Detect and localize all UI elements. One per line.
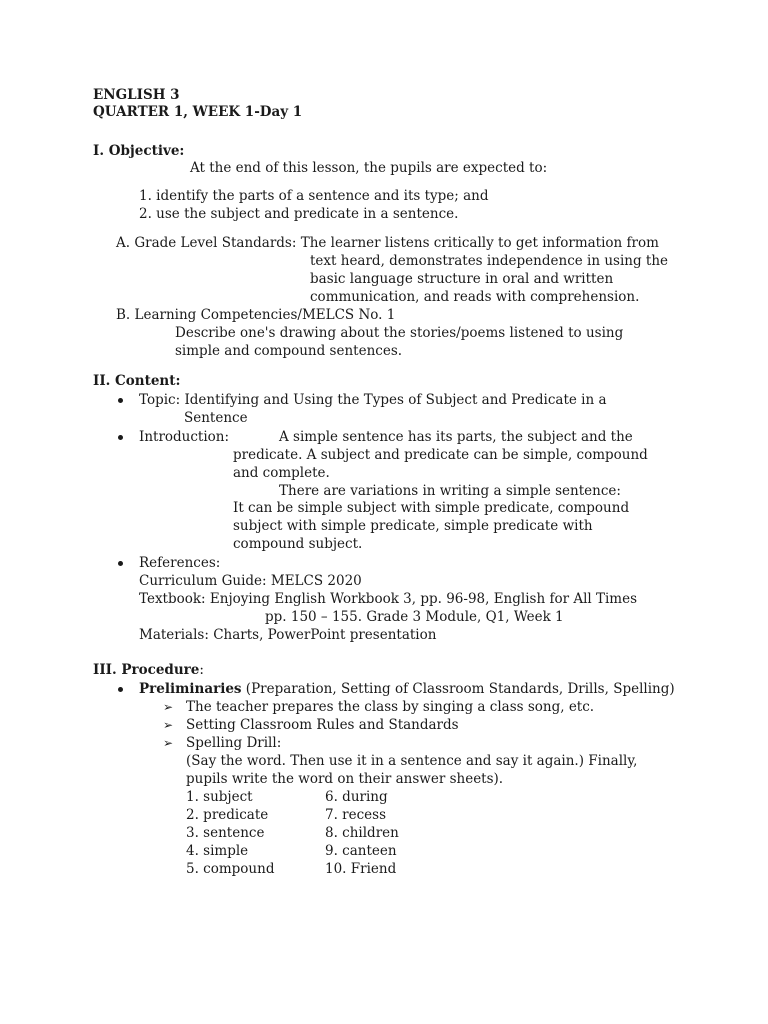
spelling-word: 8. children <box>325 825 399 841</box>
spelling-word: 2. predicate <box>186 807 269 823</box>
bullet-icon <box>118 398 123 403</box>
grade-level-standards-line-2: text heard, demonstrates independence in using the <box>310 253 669 269</box>
references-label: References: <box>139 555 221 571</box>
introduction-line-3: and complete. <box>233 465 330 481</box>
spelling-word: 6. during <box>325 789 388 805</box>
learning-competencies-line-1: B. Learning Competencies/MELCS No. 1 <box>116 307 396 323</box>
references-materials: Materials: Charts, PowerPoint presentation <box>139 627 437 643</box>
spelling-instructions-line-2: pupils write the word on their answer sheets). <box>186 771 504 787</box>
arrow-bullet-icon: ➢ <box>163 736 174 750</box>
objective-item-1: 1. identify the parts of a sentence and its type; and <box>139 188 489 204</box>
spelling-word: 1. subject <box>186 789 253 805</box>
references-curriculum-guide: Curriculum Guide: MELCS 2020 <box>139 573 362 589</box>
procedure-step-1: The teacher prepares the class by singing a class song, etc. <box>186 699 595 715</box>
bullet-icon <box>118 435 123 440</box>
procedure-step-2: Setting Classroom Rules and Standards <box>186 717 459 733</box>
introduction-line-1: A simple sentence has its parts, the subject and the <box>279 429 633 445</box>
introduction-line-4: There are variations in writing a simple sentence: <box>279 483 621 499</box>
spelling-word: 7. recess <box>325 807 387 823</box>
procedure-heading <box>93 661 204 679</box>
introduction-line-2: predicate. A subject and predicate can be simple, compound <box>233 447 648 463</box>
spelling-word: 3. sentence <box>186 825 265 841</box>
introduction-line-5: It can be simple subject with simple predicate, compound <box>233 500 630 516</box>
references-pages: pp. 150 – 155. Grade 3 Module, Q1, Week 1 <box>265 609 564 625</box>
arrow-bullet-icon: ➢ <box>163 700 174 714</box>
objective-heading: I. Objective: <box>93 143 185 159</box>
spelling-word: 4. simple <box>186 843 249 859</box>
procedure-heading-colon: : <box>199 662 204 678</box>
introduction-label: Introduction: <box>139 429 230 445</box>
document-quarter: QUARTER 1, WEEK 1-Day 1 <box>93 104 303 120</box>
spelling-word: 9. canteen <box>325 843 397 859</box>
grade-level-standards-line-3: basic language structure in oral and written <box>310 271 614 287</box>
preliminaries-label: Preliminaries <box>139 681 242 697</box>
content-heading: II. Content: <box>93 373 181 389</box>
introduction-line-6: subject with simple predicate, simple predicate with <box>233 518 593 534</box>
topic-line-1: Topic: Identifying and Using the Types of Subject and Predicate in a <box>139 392 607 408</box>
preliminaries-line <box>139 680 675 698</box>
grade-level-standards-line-1: A. Grade Level Standards: The learner listens critically to get information from <box>116 235 659 251</box>
objective-intro: At the end of this lesson, the pupils are expected to: <box>190 160 548 176</box>
bullet-icon <box>118 687 123 692</box>
spelling-instructions-line-1: (Say the word. Then use it in a sentence and say it again.) Finally, <box>186 753 638 769</box>
introduction-line-7: compound subject. <box>233 536 363 552</box>
learning-competencies-line-2: Describe one's drawing about the stories/poems listened to using <box>175 325 624 341</box>
bullet-icon <box>118 561 123 566</box>
procedure-heading-text: III. Procedure <box>93 662 200 678</box>
arrow-bullet-icon: ➢ <box>163 718 174 732</box>
procedure-step-3: Spelling Drill: <box>186 735 282 751</box>
spelling-word: 5. compound <box>186 861 275 877</box>
spelling-word: 10. Friend <box>325 861 397 877</box>
learning-competencies-line-3: simple and compound sentences. <box>175 343 403 359</box>
references-textbook: Textbook: Enjoying English Workbook 3, pp. 96-98, English for All Times <box>139 591 638 607</box>
objective-item-2: 2. use the subject and predicate in a sentence. <box>139 206 459 222</box>
topic-line-2: Sentence <box>184 410 248 426</box>
document-subject: ENGLISH 3 <box>93 87 180 103</box>
preliminaries-description: (Preparation, Setting of Classroom Standards, Drills, Spelling) <box>241 681 675 697</box>
grade-level-standards-line-4: communication, and reads with comprehension. <box>310 289 640 305</box>
